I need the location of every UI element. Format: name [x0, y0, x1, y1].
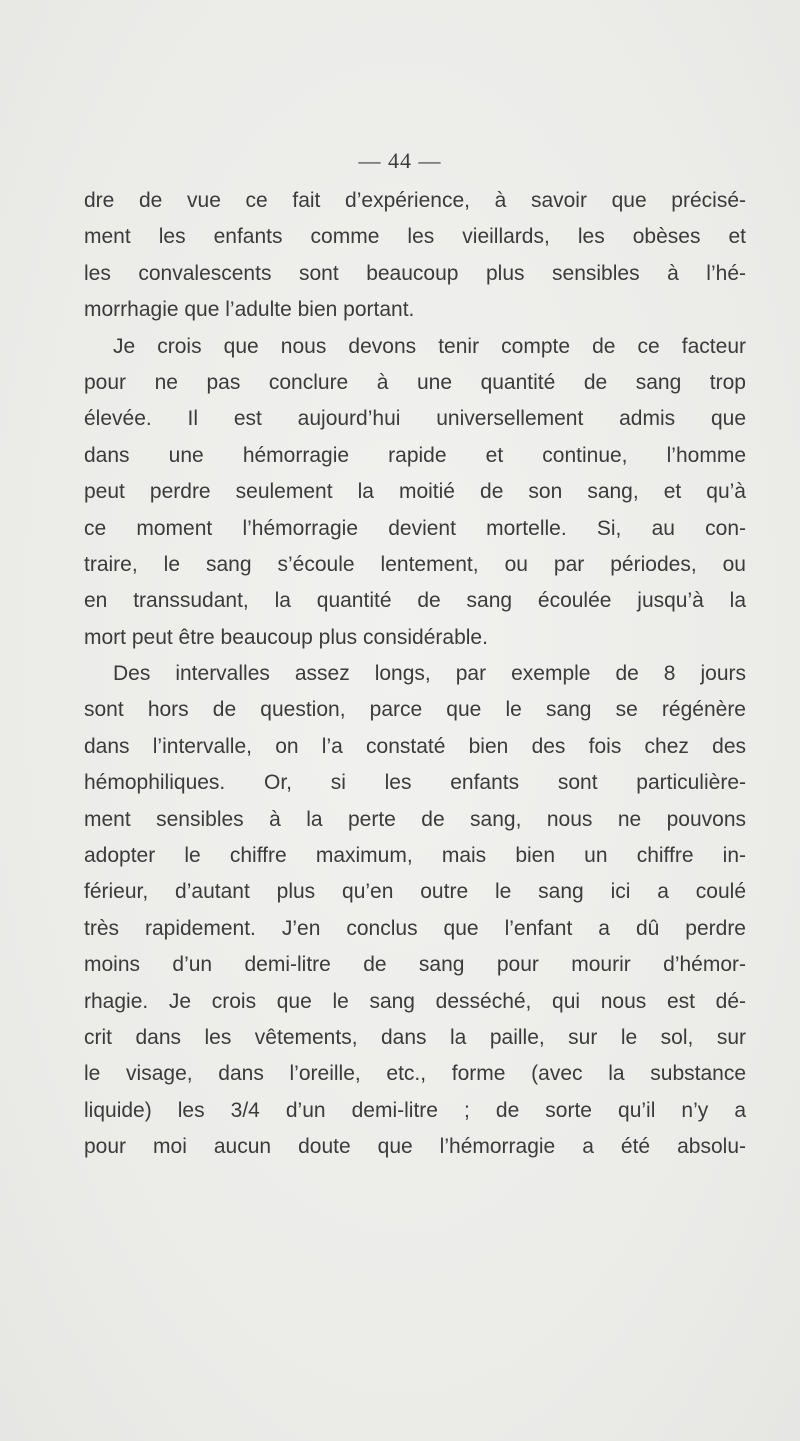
- body-text: [84, 183, 746, 1166]
- text-line: Des intervalles assez longs, par exemple de 8 jours: [113, 662, 746, 686]
- text-line: les convalescents sont beaucoup plus sensibles à l’hé-: [84, 261, 746, 285]
- text-line: adopter le chiffre maximum, mais bien un chiffre in-: [84, 844, 746, 868]
- text-line: ment les enfants comme les vieillards, les obèses et: [84, 225, 746, 249]
- text-line: ment sensibles à la perte de sang, nous ne pouvons: [84, 807, 746, 831]
- text-line: pour moi aucun doute que l’hémorragie a été absolu-: [84, 1135, 746, 1159]
- text-line: Je crois que nous devons tenir compte de ce facteur: [113, 334, 746, 358]
- text-line: morrhagie que l’adulte bien portant.: [84, 298, 415, 322]
- text-line: très rapidement. J’en conclus que l’enfant a dû perdre: [84, 916, 746, 940]
- text-line: ce moment l’hémorragie devient mortelle. Si, au con-: [84, 516, 746, 540]
- text-line: dre de vue ce fait d’expérience, à savoir que précisé-: [84, 189, 746, 212]
- text-line: pour ne pas conclure à une quantité de sang trop: [84, 370, 746, 394]
- text-line: liquide) les 3/4 d’un demi-litre ; de sorte qu’il n’y a: [84, 1098, 746, 1122]
- text-line: dans une hémorragie rapide et continue, l’homme: [84, 443, 746, 467]
- text-line: dans l’intervalle, on l’a constaté bien des fois chez des: [84, 734, 746, 758]
- text-line: peut perdre seulement la moitié de son sang, et qu’à: [84, 480, 746, 504]
- text-line: hémophiliques. Or, si les enfants sont particulière-: [84, 771, 746, 795]
- text-line: élevée. Il est aujourd’hui universellement admis que: [84, 407, 746, 431]
- text-line: crit dans les vêtements, dans la paille, sur le sol, sur: [84, 1025, 746, 1049]
- text-line: férieur, d’autant plus qu’en outre le sang ici a coulé: [84, 880, 746, 904]
- text-line: sont hors de question, parce que le sang se régénère: [84, 698, 746, 722]
- page-number: — 44 —: [358, 148, 442, 173]
- text-line: mort peut être beaucoup plus considérable.: [84, 625, 488, 649]
- text-line: moins d’un demi-litre de sang pour mourir d’hémor-: [84, 953, 746, 977]
- text-line: rhagie. Je crois que le sang desséché, qui nous est dé-: [84, 989, 746, 1013]
- text-line: traire, le sang s’écoule lentement, ou par périodes, ou: [84, 552, 746, 576]
- text-line: en transsudant, la quantité de sang écoulée jusqu’à la: [84, 589, 746, 613]
- text-line: le visage, dans l’oreille, etc., forme (avec la substance: [84, 1062, 746, 1086]
